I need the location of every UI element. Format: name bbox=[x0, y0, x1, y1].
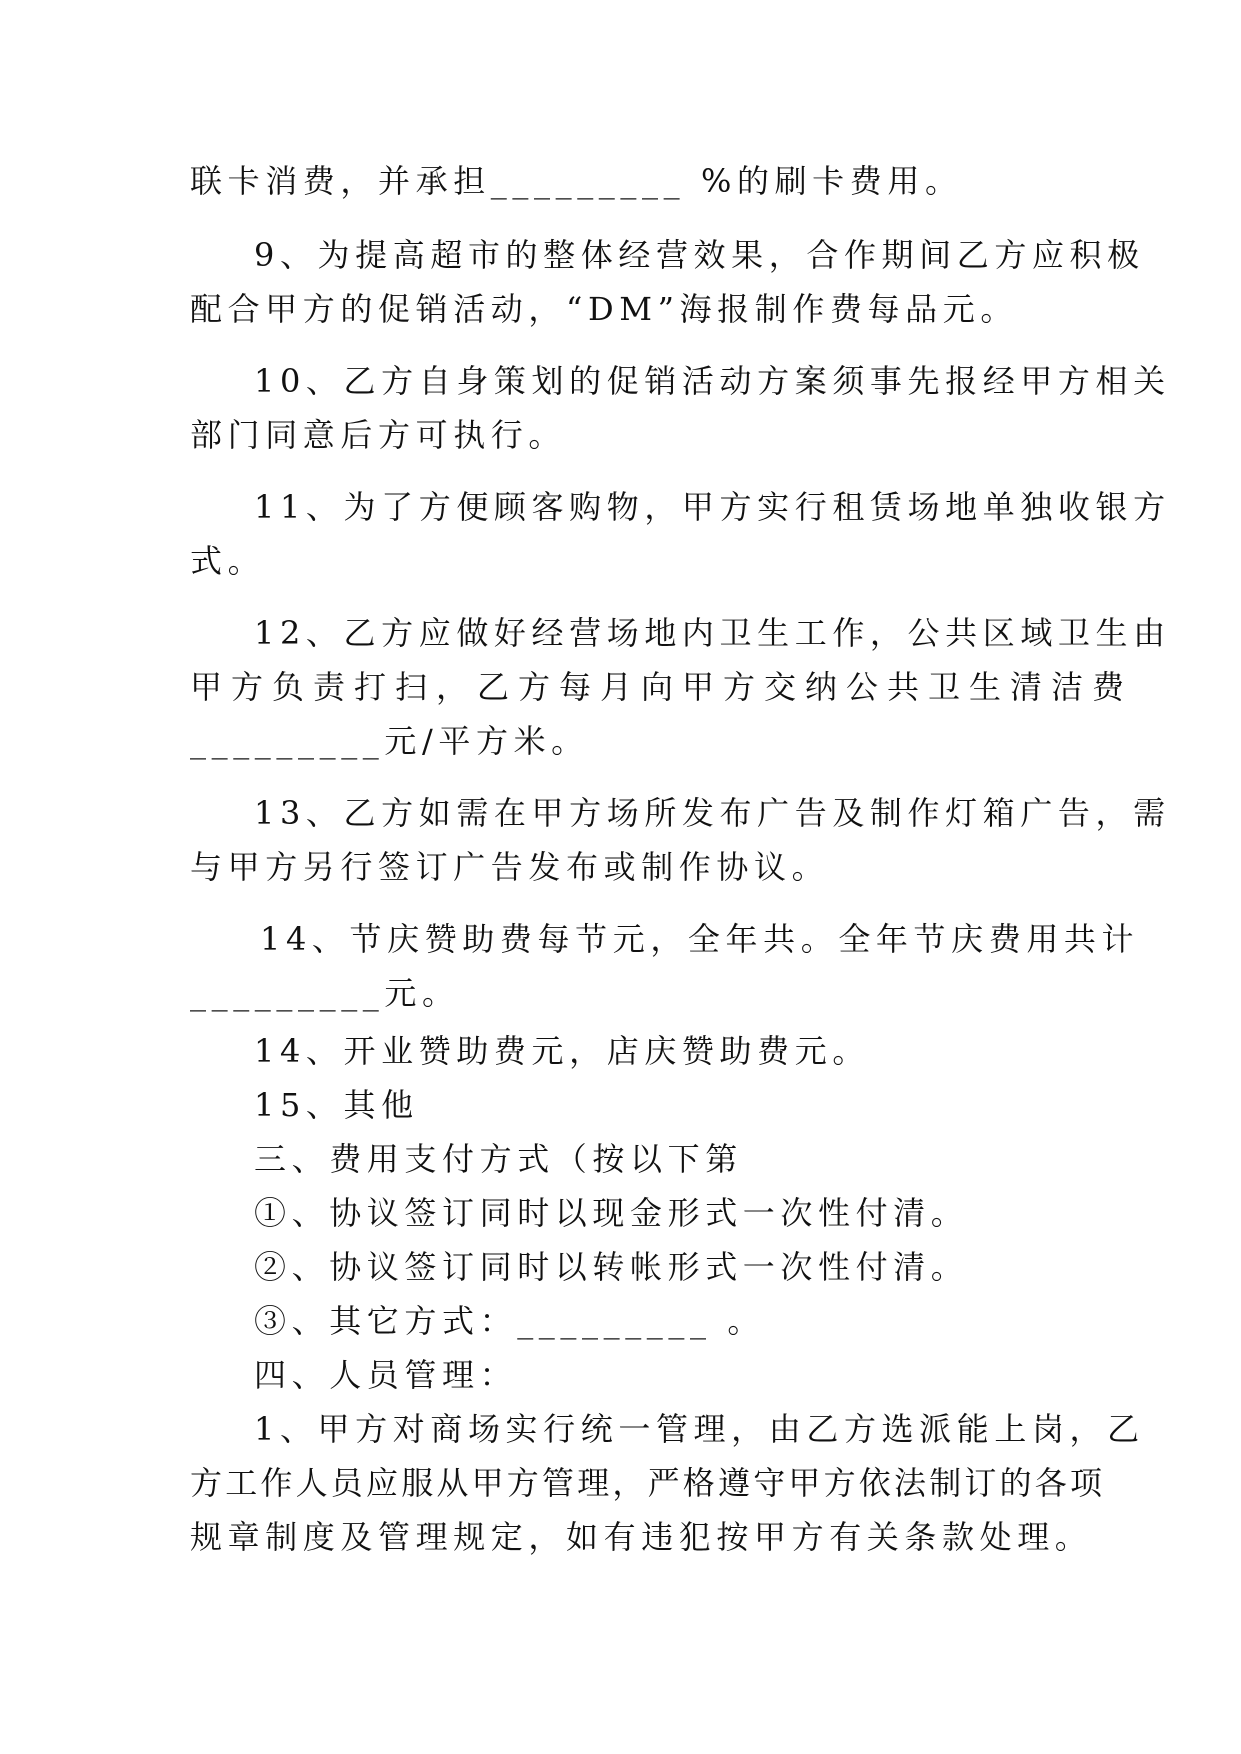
text-line: 部门同意后方可执行。 bbox=[190, 416, 567, 454]
clause-14-festival: 14、节庆赞助费每节元，全年共。全年节庆费用共计 bbox=[260, 920, 1140, 958]
text-line: 甲方负责打扫，乙方每月向甲方交纳公共卫生清洁费 bbox=[190, 668, 1134, 706]
document-body bbox=[190, 152, 1171, 1566]
payment-option-1: ①、协议签订同时以现金形式一次性付清。 bbox=[254, 1194, 969, 1232]
text-line: 与甲方另行签订广告发布或制作协议。 bbox=[190, 848, 830, 886]
text-line: _________元/平方米。 bbox=[190, 722, 589, 760]
clause-1: 1、甲方对商场实行统一管理，由乙方选派能上岗，乙 bbox=[254, 1410, 1145, 1448]
text-line: 式。 bbox=[190, 542, 266, 580]
clause-13: 13、乙方如需在甲方场所发布广告及制作灯箱广告，需 bbox=[254, 794, 1171, 832]
text-line: _________元。 bbox=[190, 974, 460, 1012]
payment-option-2: ②、协议签订同时以转帐形式一次性付清。 bbox=[254, 1248, 969, 1286]
clause-9: 9、为提高超市的整体经营效果，合作期间乙方应积极 bbox=[254, 236, 1145, 274]
text-line: 配合甲方的促销活动，“DM”海报制作费每品元。 bbox=[190, 290, 1018, 328]
payment-option-3: ③、其它方式：_________ 。 bbox=[254, 1302, 765, 1340]
text-line: 方工作人员应服从甲方管理，严格遵守甲方依法制订的各项 bbox=[190, 1464, 1106, 1502]
text-line: 联卡消费，并承担_________ %的刷卡费用。 bbox=[190, 162, 963, 200]
section-4-heading: 四、人员管理： bbox=[254, 1356, 518, 1394]
clause-12: 12、乙方应做好经营场地内卫生工作，公共区域卫生由 bbox=[254, 614, 1171, 652]
text-line: 规章制度及管理规定，如有违犯按甲方有关条款处理。 bbox=[190, 1518, 1093, 1556]
clause-14-opening: 14、开业赞助费元，店庆赞助费元。 bbox=[254, 1032, 870, 1070]
clause-11: 11、为了方便顾客购物，甲方实行租赁场地单独收银方 bbox=[254, 488, 1171, 526]
clause-10: 10、乙方自身策划的促销活动方案须事先报经甲方相关 bbox=[254, 362, 1171, 400]
section-3-heading: 三、费用支付方式（按以下第 bbox=[254, 1140, 743, 1178]
clause-15: 15、其他 bbox=[254, 1086, 419, 1124]
